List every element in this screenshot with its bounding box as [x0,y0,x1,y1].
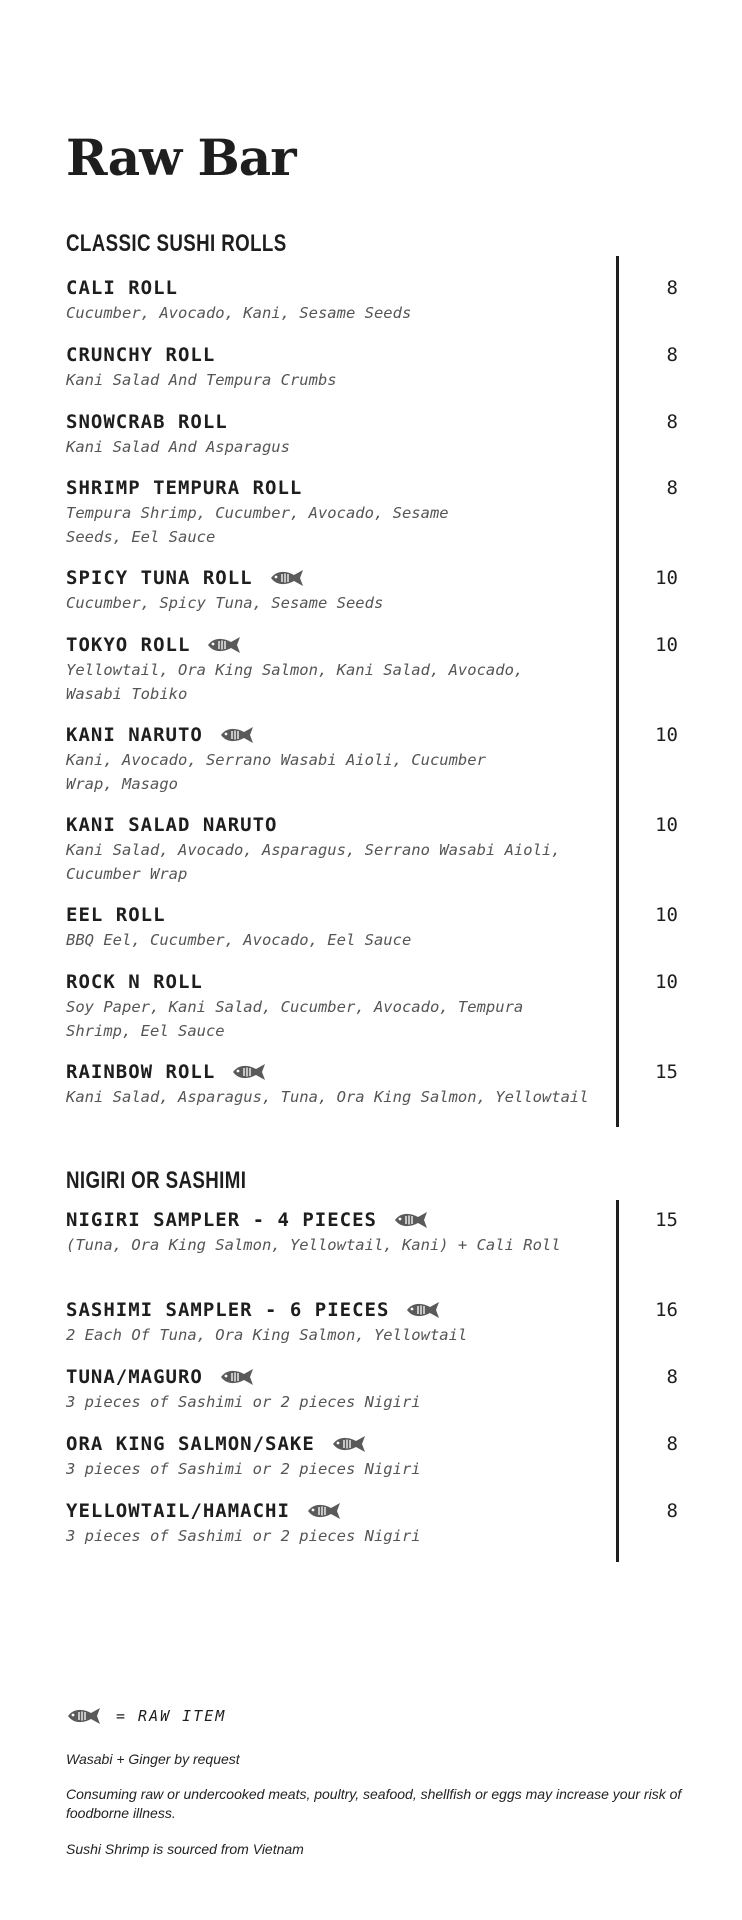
item-name: CALI ROLL [66,277,178,299]
page-title: Raw Bar [66,128,296,187]
fish-icon [405,1301,441,1319]
menu-item [66,1208,676,1257]
item-name: KANI NARUTO [66,724,203,746]
item-description: 2 Each Of Tuna, Ora King Salmon, Yellowtail [66,1326,468,1344]
menu-item [66,1365,676,1414]
section-heading-nigiri-sashimi: NIGIRI OR SASHIMI [66,1167,247,1194]
item-description: Yellowtail, Ora King Salmon, Kani Salad, Avocado, Wasabi Tobiko [66,661,524,703]
note-shrimp-source: Sushi Shrimp is sourced from Vietnam [66,1841,304,1857]
menu-item [66,970,676,1043]
item-name: TUNA/MAGURO [66,1366,203,1388]
fish-icon [219,726,255,744]
item-name: KANI SALAD NARUTO [66,814,278,836]
item-name: RAINBOW ROLL [66,1061,216,1083]
item-price: 10 [655,971,678,993]
item-description: Kani Salad, Avocado, Asparagus, Serrano Wasabi Aioli, Cucumber Wrap [66,841,561,883]
fish-icon [219,1368,255,1386]
legend-text: = RAW ITEM [116,1707,227,1725]
item-description: Kani Salad, Asparagus, Tuna, Ora King Salmon, Yellowtail [66,1088,589,1106]
item-price: 15 [655,1061,678,1083]
item-name: SASHIMI SAMPLER - 6 PIECES [66,1299,390,1321]
item-name: ORA KING SALMON/SAKE [66,1433,315,1455]
menu-item [66,410,676,459]
section-heading-classic-rolls: CLASSIC SUSHI ROLLS [66,230,287,257]
item-price: 15 [655,1209,678,1231]
item-price: 8 [666,411,678,433]
menu-item [66,1060,676,1109]
item-description: 3 pieces of Sashimi or 2 pieces Nigiri [66,1393,421,1411]
item-price: 8 [666,477,678,499]
item-description: Soy Paper, Kani Salad, Cucumber, Avocado, Tempura Shrimp, Eel Sauce [66,998,524,1040]
item-description: 3 pieces of Sashimi or 2 pieces Nigiri [66,1460,421,1478]
item-price: 8 [666,344,678,366]
item-price: 10 [655,724,678,746]
menu-item [66,813,676,886]
menu-item [66,343,676,392]
item-description: Kani Salad And Asparagus [66,438,290,456]
item-description: Kani Salad And Tempura Crumbs [66,371,337,389]
item-name: SHRIMP TEMPURA ROLL [66,477,303,499]
fish-icon [231,1063,267,1081]
menu-item [66,903,676,952]
item-name: TOKYO ROLL [66,634,191,656]
item-description: Cucumber, Avocado, Kani, Sesame Seeds [66,304,412,322]
item-description: 3 pieces of Sashimi or 2 pieces Nigiri [66,1527,421,1545]
item-name: SNOWCRAB ROLL [66,411,228,433]
item-name: ROCK N ROLL [66,971,203,993]
item-description: Tempura Shrimp, Cucumber, Avocado, Sesame Seeds, Eel Sauce [66,504,449,546]
fish-icon [331,1435,367,1453]
menu-item [66,476,676,549]
note-wasabi: Wasabi + Ginger by request [66,1751,240,1767]
item-description: Cucumber, Spicy Tuna, Sesame Seeds [66,594,384,612]
item-price: 8 [666,1366,678,1388]
item-description: Kani, Avocado, Serrano Wasabi Aioli, Cucumber Wrap, Masago [66,751,486,793]
item-price: 10 [655,904,678,926]
raw-item-legend [66,1707,226,1725]
item-price: 10 [655,634,678,656]
fish-icon [66,1707,102,1725]
menu-item [66,276,676,325]
item-price: 8 [666,277,678,299]
item-name: YELLOWTAIL/HAMACHI [66,1500,290,1522]
item-name: EEL ROLL [66,904,166,926]
item-price: 16 [655,1299,678,1321]
menu-item [66,1499,676,1548]
menu-item [66,566,676,615]
item-name: SPICY TUNA ROLL [66,567,253,589]
note-raw-warning: Consuming raw or undercooked meats, poultry, seafood, shellfish or eggs may increase your risk of foodborne illness. [66,1786,682,1821]
menu-item [66,723,676,796]
item-price: 8 [666,1500,678,1522]
menu-item [66,1298,676,1347]
fish-icon [206,636,242,654]
menu-item [66,633,676,706]
item-description: (Tuna, Ora King Salmon, Yellowtail, Kani) + Cali Roll [66,1236,561,1254]
item-name: NIGIRI SAMPLER - 4 PIECES [66,1209,377,1231]
item-price: 8 [666,1433,678,1455]
fish-icon [306,1502,342,1520]
item-description: BBQ Eel, Cucumber, Avocado, Eel Sauce [66,931,412,949]
item-price: 10 [655,814,678,836]
fish-icon [269,569,305,587]
menu-item [66,1432,676,1481]
fish-icon [393,1211,429,1229]
item-name: CRUNCHY ROLL [66,344,216,366]
item-price: 10 [655,567,678,589]
